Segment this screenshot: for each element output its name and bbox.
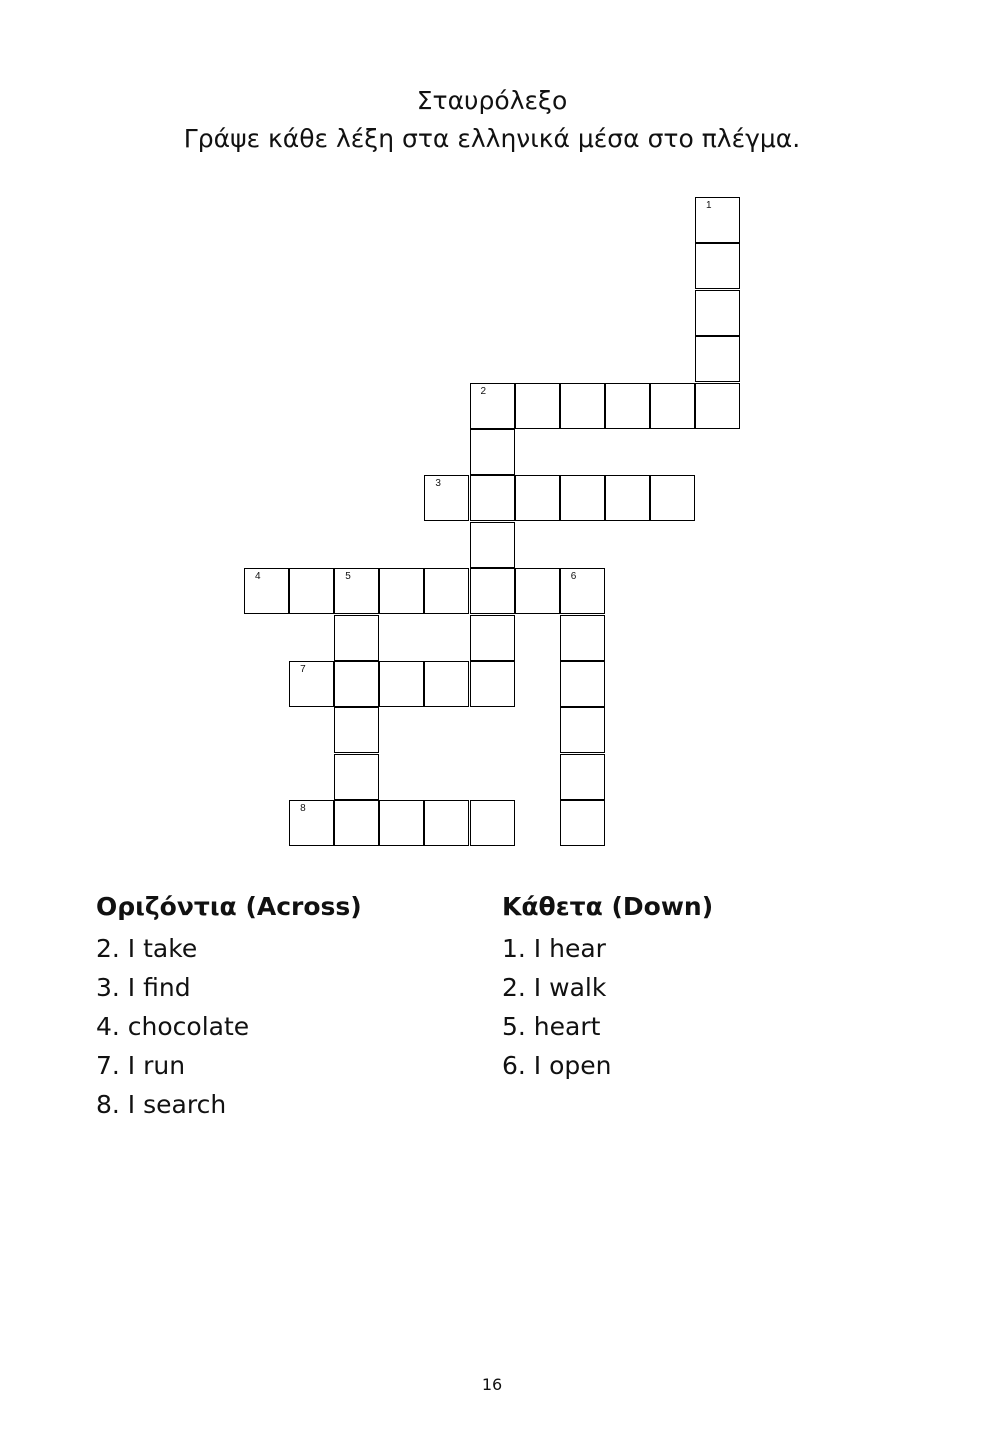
clue-number: 6: [570, 571, 577, 583]
clue-number: 1: [706, 200, 712, 211]
crossword-cell[interactable]: [695, 243, 740, 289]
crossword-cell[interactable]: [334, 615, 379, 661]
crossword-cell[interactable]: [560, 475, 605, 521]
clue-number: 3: [435, 478, 441, 490]
crossword-cell[interactable]: [379, 800, 424, 846]
crossword-cell[interactable]: [695, 290, 740, 336]
down-clue: 5. heart: [502, 1012, 601, 1041]
across-clue: 7. I run: [96, 1051, 186, 1080]
crossword-cell[interactable]: [605, 475, 650, 521]
crossword-cell[interactable]: [289, 568, 334, 614]
crossword-cell[interactable]: [515, 383, 560, 429]
down-heading: Κάθετα (Down): [502, 892, 714, 921]
instructions: Γράψε κάθε λέξη στα ελληνικά μέσα στο πλέγμα.: [183, 124, 801, 153]
crossword-cell[interactable]: [379, 661, 424, 707]
clue-number: 5: [345, 571, 351, 583]
crossword-cell[interactable]: [650, 383, 695, 429]
across-clues: [96, 892, 362, 1124]
crossword-cell[interactable]: [560, 615, 605, 661]
crossword-cell[interactable]: [289, 800, 334, 846]
across-clue: 3. I find: [96, 973, 191, 1002]
crossword-cell[interactable]: [560, 383, 605, 429]
across-list: [96, 929, 362, 1124]
crossword-cell[interactable]: [424, 800, 469, 846]
crossword-cell[interactable]: [515, 475, 560, 521]
across-clue: 2. I take: [96, 934, 198, 963]
clue-number: 4: [255, 571, 261, 583]
crossword-cell[interactable]: [470, 429, 515, 475]
across-heading: Οριζόντια (Across): [96, 892, 362, 921]
crossword-cell[interactable]: [560, 568, 605, 614]
crossword-cell[interactable]: [695, 383, 740, 429]
crossword-cell[interactable]: [334, 754, 379, 800]
crossword-cell[interactable]: [695, 336, 740, 382]
crossword-cell[interactable]: [289, 661, 334, 707]
crossword-cell[interactable]: [470, 800, 515, 846]
crossword-cell[interactable]: [470, 475, 515, 521]
down-clue: 2. I walk: [502, 973, 607, 1002]
down-list: [502, 929, 713, 1085]
crossword-cell[interactable]: [424, 475, 469, 521]
crossword-cell[interactable]: [560, 800, 605, 846]
across-clue: 4. chocolate: [96, 1012, 250, 1041]
crossword-cell[interactable]: [515, 568, 560, 614]
crossword-cell[interactable]: [334, 707, 379, 753]
crossword-cell[interactable]: [470, 383, 515, 429]
crossword-cell[interactable]: [560, 707, 605, 753]
crossword-cell[interactable]: [470, 661, 515, 707]
clue-number: 7: [300, 664, 306, 675]
crossword-cell[interactable]: [605, 383, 650, 429]
clue-number: 2: [480, 385, 487, 397]
crossword-cell[interactable]: [379, 568, 424, 614]
crossword-cell[interactable]: [650, 475, 695, 521]
crossword-cell[interactable]: [695, 197, 740, 243]
clue-number: 8: [300, 803, 306, 815]
crossword-cell[interactable]: [470, 522, 515, 568]
page-title: Σταυρόλεξο: [416, 86, 568, 115]
crossword-cell[interactable]: [560, 754, 605, 800]
crossword-cell[interactable]: [560, 661, 605, 707]
crossword-cell[interactable]: [334, 568, 379, 614]
crossword-cell[interactable]: [470, 615, 515, 661]
page-number: 16: [481, 1375, 503, 1394]
down-clues: [502, 892, 713, 1085]
crossword-cell[interactable]: [244, 568, 289, 614]
across-clue: 8. I search: [96, 1090, 227, 1119]
crossword-cell[interactable]: [470, 568, 515, 614]
down-clue: 1. I hear: [502, 934, 606, 963]
crossword-cell[interactable]: [424, 661, 469, 707]
crossword-cell[interactable]: [334, 661, 379, 707]
crossword-cell[interactable]: [424, 568, 469, 614]
down-clue: 6. I open: [502, 1051, 612, 1080]
crossword-cell[interactable]: [334, 800, 379, 846]
